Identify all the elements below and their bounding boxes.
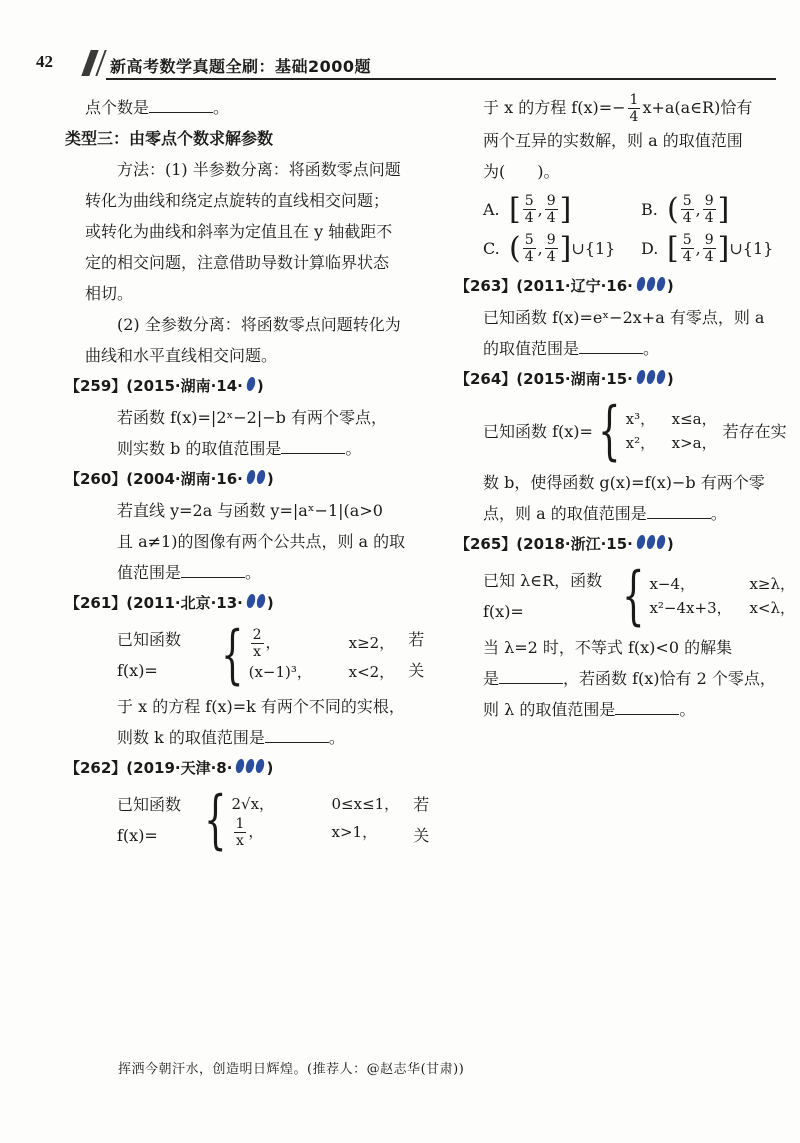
difficulty-dot-icon [636, 370, 646, 384]
case-row [249, 660, 395, 684]
question-264-line: 数 b，使得函数 g(x)=f(x)−b 有两个零 [483, 473, 765, 492]
question-260-line: 若直线 y=2a 与函数 y=|aˣ−1|(a>0 [117, 501, 383, 520]
difficulty-dot-icon [646, 370, 656, 384]
paren-close: ) [666, 535, 674, 553]
question-262-header [65, 753, 437, 784]
question-261-header [65, 588, 437, 619]
case-condition: x>1， [331, 823, 378, 841]
bracket-close: ] [717, 191, 730, 227]
question-text: 若存在实 [722, 421, 787, 441]
option-label: A. [483, 200, 500, 219]
question-265-header [455, 529, 795, 560]
period: 。 [328, 728, 345, 747]
difficulty-icon [247, 588, 267, 619]
case-row [649, 572, 795, 596]
paren-close: ) [266, 470, 274, 488]
answer-blank[interactable] [181, 561, 245, 578]
question-261-line: 于 x 的方程 f(x)=k 有两个不同的实根， [117, 697, 405, 716]
piecewise-function [85, 783, 437, 857]
case-expr: (x−1)³， [248, 662, 312, 681]
case-expr: x²−4x+3， [649, 599, 732, 617]
case-expr: $\frac{1}{x}$ ， [235, 815, 264, 849]
brace-icon: { [598, 394, 621, 468]
difficulty-dot-icon [255, 759, 265, 773]
answer-blank[interactable] [281, 437, 345, 454]
question-text: x+a(a∈R)恰有 [642, 98, 753, 117]
paren-close: ) [266, 594, 274, 612]
continued-text: 点个数是 [85, 98, 150, 117]
brace-icon: { [203, 783, 227, 857]
case-condition: x≥λ， [749, 575, 795, 593]
difficulty-dot-icon [246, 594, 256, 608]
bracket-open: ( [509, 230, 521, 266]
difficulty-icon [247, 464, 267, 495]
case-expr: x³， [625, 410, 656, 428]
answer-blank[interactable] [265, 726, 329, 743]
period: 。 [213, 98, 230, 117]
numerator: 5 [682, 193, 692, 209]
question-263-header [455, 271, 795, 302]
fraction [703, 232, 716, 265]
fraction [628, 92, 641, 125]
question-260-line [85, 557, 437, 588]
function-label: 已知函数 f(x)= [117, 630, 182, 680]
bracket-close: ] [559, 191, 572, 227]
denominator: 4 [704, 249, 714, 265]
case-row [232, 816, 400, 849]
question-source: 【261】(2011·北京·13· [65, 594, 243, 612]
option-d[interactable]: D. [ $\frac{5}{4}$ , $\frac{9}{4}$ ] ∪{1} [641, 230, 774, 266]
denominator: 4 [629, 109, 639, 125]
bracket-open: [ [667, 230, 679, 266]
method-line: 方法：(1) 半参数分离：将函数零点问题 [117, 160, 401, 179]
question-text: 值范围是 [117, 563, 182, 582]
option-label: C. [483, 239, 500, 258]
difficulty-dot-icon [246, 377, 256, 391]
case-condition: x<2， [348, 662, 395, 681]
denominator: 4 [682, 210, 692, 226]
case-row [626, 431, 717, 455]
denominator: 4 [546, 210, 556, 226]
period: 。 [345, 439, 362, 458]
question-source: 【262】(2019·天津·8· [65, 759, 233, 777]
page-number: 42 [36, 52, 53, 71]
denominator: x [253, 643, 262, 660]
question-259-header [65, 371, 437, 402]
fraction [681, 193, 694, 226]
question-text: 于 x 的方程 f(x)=− [483, 98, 626, 117]
method-line: 定的相交问题，注意借助导数计算临界状态 [85, 253, 390, 272]
case-expr: 2√x， [231, 794, 275, 813]
option-a[interactable]: A. [ $\frac{5}{4}$ , $\frac{9}{4}$ ] [483, 191, 572, 227]
answer-blank[interactable] [647, 502, 711, 519]
question-text: 是 [483, 669, 500, 688]
difficulty-dot-icon [636, 535, 646, 549]
question-260-line: 且 a≠1)的图像有两个公共点，则 a 的取 [117, 532, 406, 551]
period: 。 [679, 700, 696, 719]
case-expr: $\frac{2}{x}$ ， [252, 626, 281, 660]
question-text: 则数 k 的取值范围是 [117, 728, 265, 747]
case-expr: x−4， [649, 575, 696, 593]
difficulty-icon [637, 271, 667, 302]
question-text: 则实数 b 的取值范围是 [117, 439, 282, 458]
option-label: B. [641, 200, 658, 219]
case-expr: x²， [625, 434, 656, 452]
numerator: 9 [546, 193, 556, 209]
method-line: 或转化为曲线和斜率为定值且在 y 轴截距不 [85, 222, 393, 241]
question-text: 则 λ 的取值范围是 [483, 700, 616, 719]
cases [626, 407, 717, 455]
book-title: 新高考数学真题全刷：基础2000题 [110, 57, 372, 76]
question-source: 【265】(2018·浙江·15· [455, 535, 633, 553]
difficulty-dot-icon [636, 277, 646, 291]
difficulty-dot-icon [656, 370, 666, 384]
option-b[interactable]: B. ( $\frac{5}{4}$ , $\frac{9}{4}$ ] [641, 191, 730, 227]
question-source: 【264】(2015·湖南·15· [455, 370, 633, 388]
difficulty-dot-icon [656, 277, 666, 291]
question-text: 若关 [413, 795, 430, 845]
difficulty-dot-icon [646, 535, 656, 549]
case-row [232, 792, 400, 816]
question-265-line [455, 694, 795, 725]
difficulty-icon [637, 529, 667, 560]
question-265-line: 当 λ=2 时，不等式 f(x)<0 的解集 [483, 638, 733, 657]
question-264-line [455, 498, 795, 529]
question-260-header [65, 464, 437, 495]
cases [232, 792, 400, 849]
paren-close: ) [266, 759, 274, 777]
section-title: 类型三：由零点个数求解参数 [65, 129, 274, 148]
question-source: 【259】(2015·湖南·14· [65, 377, 243, 395]
question-263-line: 已知函数 f(x)=eˣ−2x+a 有零点，则 a [483, 308, 765, 327]
piecewise-function [85, 618, 437, 692]
option-c[interactable]: C. ( $\frac{5}{4}$ , $\frac{9}{4}$ ] ∪{1} [483, 230, 616, 266]
fraction [523, 193, 536, 226]
answer-blank[interactable] [149, 96, 213, 113]
case-condition: x≤a， [671, 410, 717, 428]
fraction [681, 232, 694, 265]
fraction [251, 627, 264, 660]
function-label: 已知函数 f(x)= [483, 421, 593, 441]
method-line: 转化为曲线和绕定点旋转的直线相交问题； [85, 191, 390, 210]
bracket-open: ( [667, 191, 679, 227]
option-label: D. [641, 239, 659, 258]
option-row [483, 193, 795, 226]
right-column [455, 92, 795, 725]
numerator: 1 [629, 92, 639, 108]
period: 。 [643, 339, 660, 358]
fraction [234, 816, 247, 849]
period: 。 [245, 563, 262, 582]
case-row [626, 407, 717, 431]
difficulty-icon [247, 371, 257, 402]
question-264-header [455, 364, 795, 395]
numerator: 5 [682, 232, 692, 248]
continued-line [85, 92, 437, 123]
period: 。 [710, 504, 727, 523]
case-condition: x<λ， [749, 599, 795, 617]
paren-close: ) [256, 377, 264, 395]
answer-blank[interactable] [579, 337, 643, 354]
numerator: 5 [524, 193, 534, 209]
paren-close: ) [666, 370, 674, 388]
question-262-line [455, 92, 795, 125]
left-column [65, 92, 437, 857]
function-label: 已知 λ∈R，函数 f(x)= [483, 571, 603, 621]
denominator: 4 [524, 249, 534, 265]
difficulty-dot-icon [656, 535, 666, 549]
denominator: x [236, 832, 244, 849]
method-line: (2) 全参数分离：将函数零点问题转化为 [117, 315, 401, 334]
numerator: 9 [546, 232, 556, 248]
page-header [36, 48, 776, 80]
denominator: 4 [524, 210, 534, 226]
question-259-line [85, 433, 437, 464]
fraction [523, 232, 536, 265]
brace-icon: { [221, 618, 244, 692]
paren-close: ) [666, 277, 674, 295]
method-line: 曲线和水平直线相交问题。 [85, 346, 278, 365]
difficulty-icon [637, 364, 667, 395]
difficulty-dot-icon [646, 277, 656, 291]
method-line: 相切。 [85, 284, 134, 303]
question-text: 若关 [408, 630, 425, 680]
difficulty-icon [236, 753, 266, 784]
bracket-open: [ [509, 191, 521, 227]
difficulty-dot-icon [256, 594, 266, 608]
footer-motto: 挥洒今朝汗水，创造明日辉煌。(推荐人：@赵志华(甘肃)) [118, 1062, 465, 1077]
fraction [545, 232, 558, 265]
question-text: 的取值范围是 [483, 339, 580, 358]
difficulty-dot-icon [256, 470, 266, 484]
question-262-line: 两个互异的实数解，则 a 的取值范围 [483, 131, 743, 150]
question-265-line [455, 663, 795, 694]
question-261-line [85, 722, 437, 753]
numerator: 2 [252, 626, 262, 643]
difficulty-dot-icon [245, 759, 255, 773]
brace-icon: { [621, 559, 645, 633]
answer-blank[interactable] [615, 698, 679, 715]
case-row [649, 596, 795, 620]
question-source: 【260】(2004·湖南·16· [65, 470, 243, 488]
header-rule [106, 78, 776, 80]
question-259-line: 若函数 f(x)=|2ˣ−2|−b 有两个零点， [117, 408, 387, 427]
denominator: 4 [704, 210, 714, 226]
option-extra: ∪{1} [729, 239, 774, 258]
case-row [249, 627, 395, 660]
difficulty-dot-icon [235, 759, 245, 773]
option-row [483, 232, 795, 265]
bracket-close: ] [559, 230, 572, 266]
function-label: 已知函数 f(x)= [117, 795, 182, 845]
numerator: 1 [235, 815, 245, 832]
denominator: 4 [682, 249, 692, 265]
piecewise-function [455, 559, 795, 633]
piecewise-function [455, 394, 795, 468]
question-text: ，若函数 f(x)恰有 2 个零点， [563, 669, 776, 688]
option-extra: ∪{1} [571, 239, 616, 258]
case-condition: x>a， [671, 434, 717, 452]
case-condition: 0≤x≤1， [331, 794, 400, 813]
bracket-close: ] [717, 230, 730, 266]
answer-blank[interactable] [499, 667, 563, 684]
fraction [545, 193, 558, 226]
numerator: 5 [524, 232, 534, 248]
question-text: 点，则 a 的取值范围是 [483, 504, 647, 523]
difficulty-dot-icon [246, 470, 256, 484]
question-source: 【263】(2011·辽宁·16· [455, 277, 633, 295]
numerator: 9 [704, 193, 714, 209]
denominator: 4 [546, 249, 556, 265]
fraction [703, 193, 716, 226]
numerator: 9 [704, 232, 714, 248]
cases [249, 627, 395, 684]
case-condition: x≥2， [348, 634, 395, 652]
cases [649, 572, 795, 620]
question-262-line: 为( )。 [483, 162, 560, 181]
question-263-line [455, 333, 795, 364]
answer-options [455, 193, 795, 265]
